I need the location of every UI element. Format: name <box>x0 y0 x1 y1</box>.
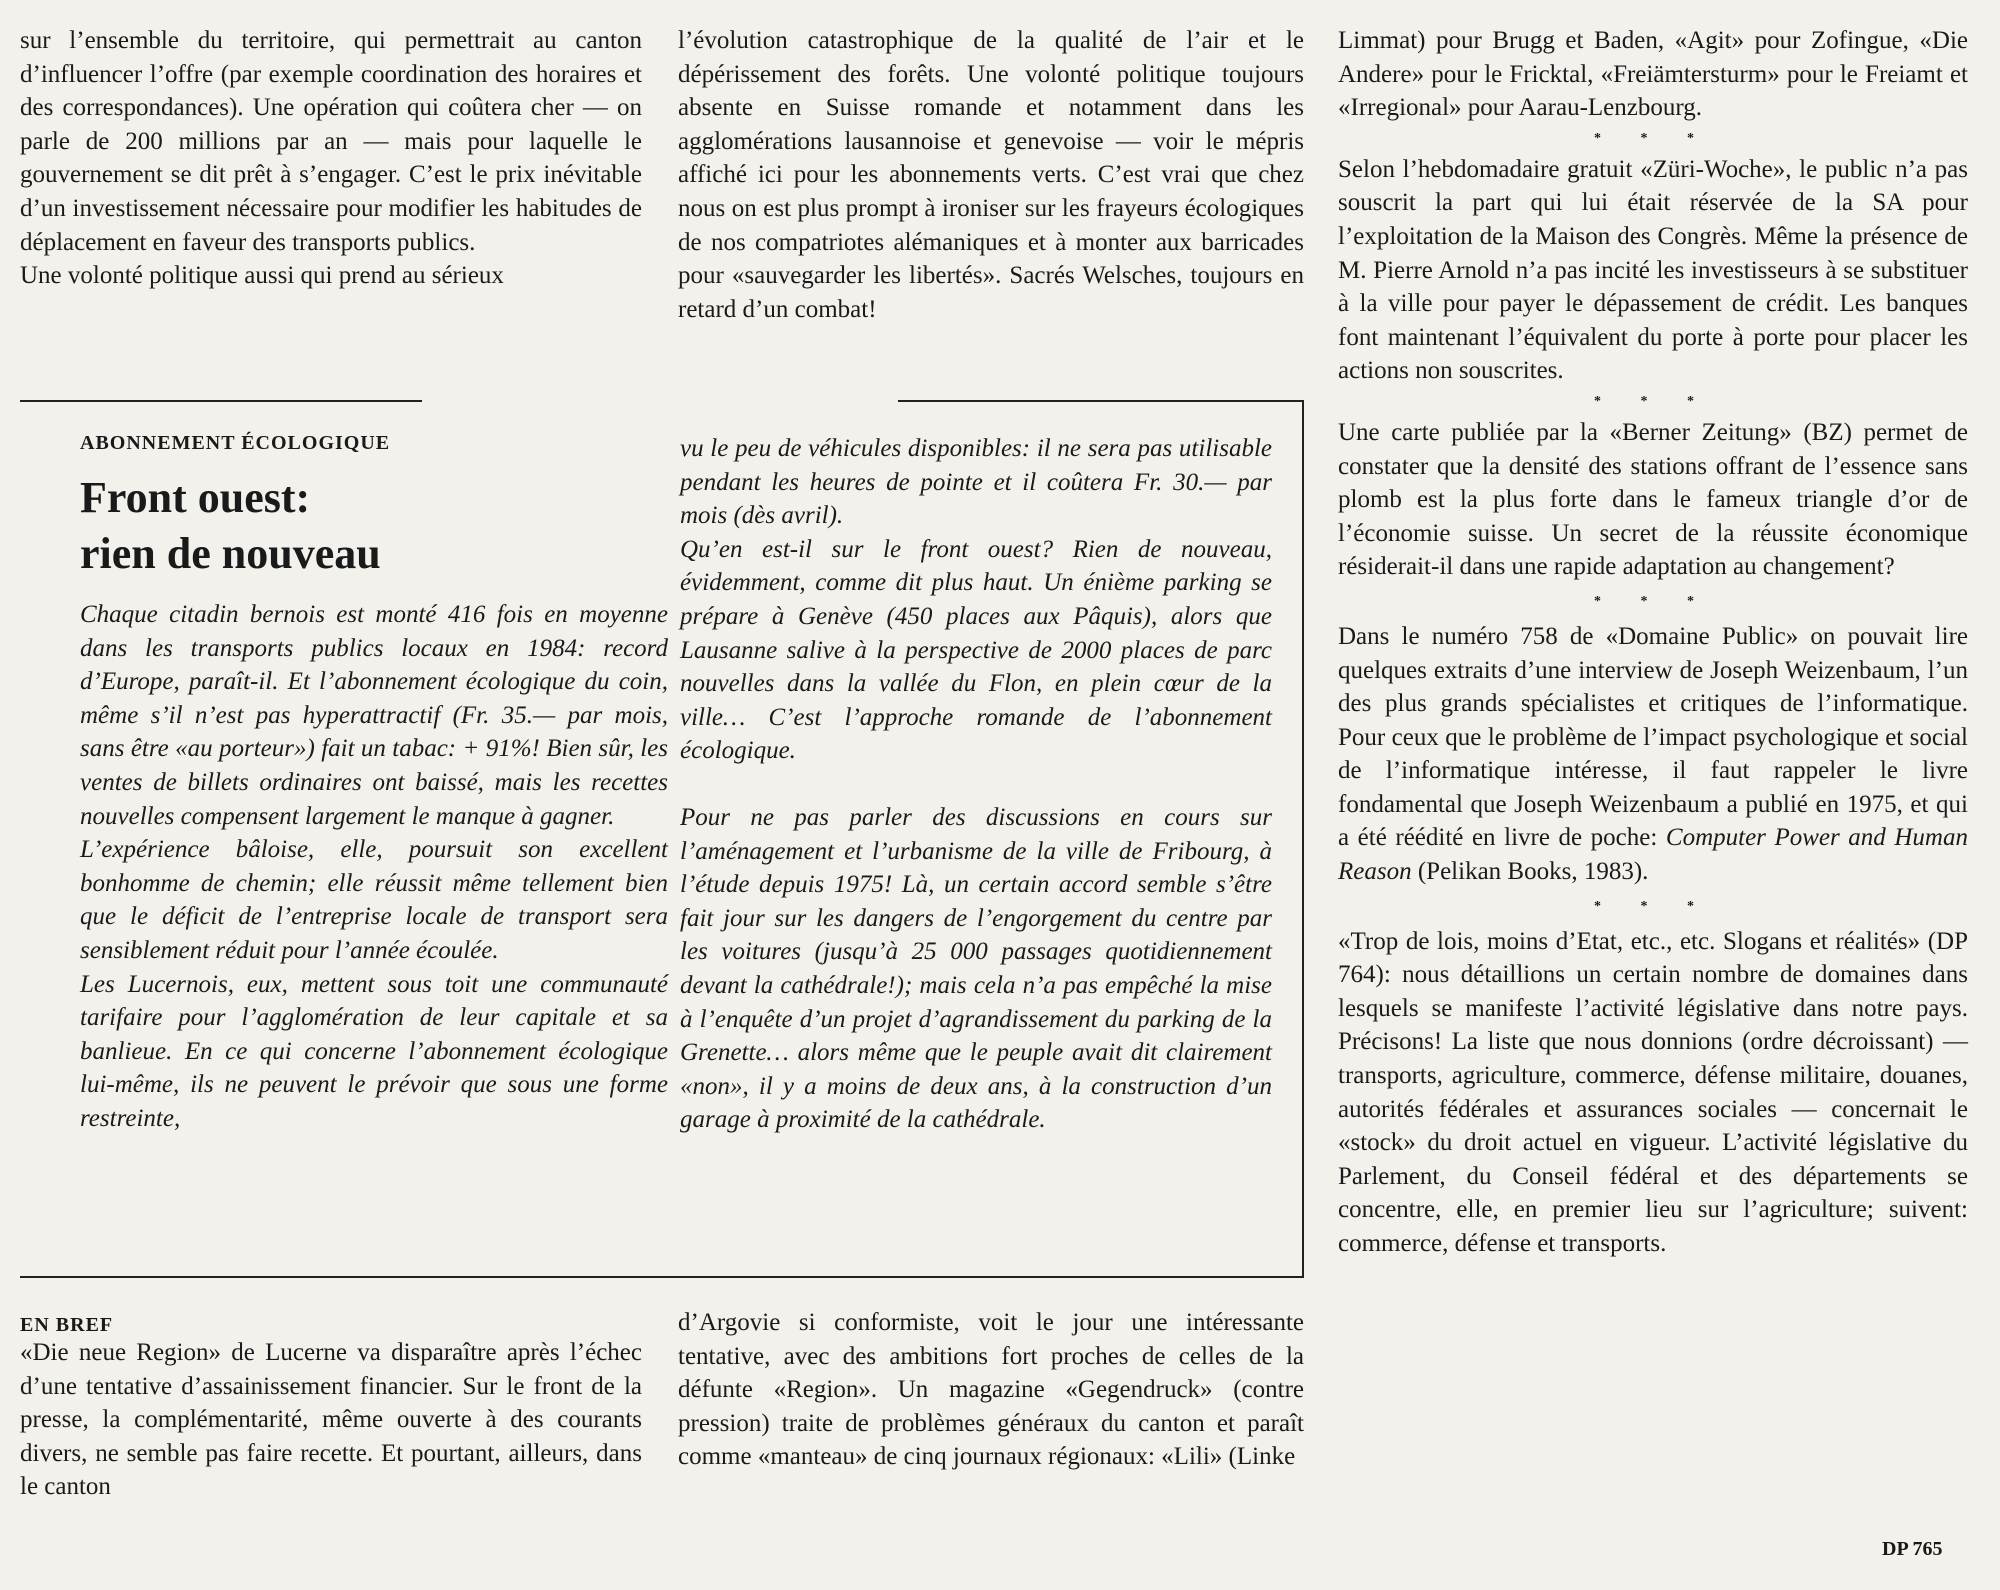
bottom-column-1 <box>20 1336 642 1504</box>
separator-stars: * * * <box>1594 393 1712 409</box>
paragraph: d’Argovie si conformiste, voit le jour une intéressante tentative, avec des ambitions fort proches de celles de la défunte «Region». Un magazine «Gegendruck» (contre pression) traite de problèmes généraux du canton et paraît comme «manteau» de cinq journaux régionaux: «Lili» (Linke <box>678 1309 1304 1471</box>
paragraph: Limmat) pour Brugg et Baden, «Agit» pour Zofingue, «Die Andere» pour le Fricktal, «Freiämtersturm» pour le Freiamt et «Irregional» pour Aarau-Lenzbourg. <box>1338 27 1968 122</box>
boxed-article <box>20 400 1304 1278</box>
separator-stars: * * * <box>1594 130 1712 146</box>
separator-stars: * * * <box>1594 593 1712 609</box>
paragraph: L’expérience bâloise, elle, poursuit son excellent bonhomme de chemin; elle réussit même tellement bien que le déficit de l’entreprise locale de transport sera sensiblement réduit pour l’année écoulée. <box>80 836 668 964</box>
paragraph: Qu’en est-il sur le front ouest? Rien de nouveau, évidemment, comme dit plus haut. Un énième parking se prépare à Genève (450 places aux Pâquis), alors que Lausanne salive à la perspective de 2000 places de parc nouvelles dans la vallée du Flon, en plein cœur de la ville… C’est l’approche romande de l’abonnement écologique. <box>680 535 1272 765</box>
bottom-column-2 <box>678 1306 1304 1474</box>
paragraph: sur l’ensemble du territoire, qui permettrait au canton d’influencer l’offre (par exemple coordination des horaires et des correspondances). Une opération qui coûtera cher — on parle de 200 millions par an — mais pour laquelle le gouvernement se dit prêt à s’engager. C’est le prix inévitable d’un investissement nécessaire pour modifier les habitudes de déplacement en faveur des transports publics. <box>20 27 642 256</box>
frame-line <box>20 400 422 402</box>
page-footer: DP 765 <box>1882 1538 1943 1560</box>
column-1 <box>20 24 642 293</box>
paragraph: Selon l’hebdomadaire gratuit «Züri-Woche», le public n’a pas souscrit la part qui lui était réservée de la SA pour l’exploitation de la Maison des Congrès. Même la présence de M. Pierre Arnold n’a pas incité les investisseurs à se substituer à la ville pour payer le dépassement de crédit. Les banques font maintenant l’équivalent du porte à porte pour placer les actions non souscrites. <box>1338 155 1968 385</box>
paragraph: Une volonté politique aussi qui prend au sérieux <box>20 262 504 290</box>
paragraph: Chaque citadin bernois est monté 416 fois en moyenne dans les transports publics locaux en 1984: record d’Europe, paraît-il. Et l’abonnement écologique du coin, même s’il n’est pas hyperattractif (Fr. 35.— par mois, sans être «au porteur») fait un tabac: + 91%! Bien sûr, les ventes de billets ordinaires ont baissé, mais les recettes nouvelles compensent largement le manque à gagner. <box>80 601 668 830</box>
column-3 <box>1338 24 1968 1261</box>
paragraph: «Die neue Region» de Lucerne va disparaître après l’échec d’une tentative d’assainissement financier. Sur le front de la presse, la complémentarité, même ouverte à des courants divers, ne semble pas faire recette. Et pourtant, ailleurs, dans le canton <box>20 1339 642 1501</box>
headline-line: Front ouest: <box>80 473 311 522</box>
column-2 <box>678 24 1304 326</box>
section-title: EN BREF <box>20 1314 114 1336</box>
separator-stars: * * * <box>1594 898 1712 914</box>
book-title: Computer Power and Human Reason <box>1338 824 1968 886</box>
paragraph-text: (Pelikan Books, 1983). <box>1411 858 1649 886</box>
paragraph: «Trop de lois, moins d’Etat, etc., etc. Slogans et réalités» (DP 764): nous détaillions un certain nombre de domaines dans lesquels se manifeste l’activité législative dans notre pays. Précisons! La liste que nous donnions (ordre décroissant) — transports, agriculture, commerce, défense militaire, douanes, autorités fédérales et assurances sociales — concernait le «stock» du droit actuel en vigueur. L’activité législative du Parlement, du Conseil fédéral et des départements se concentre, elle, en premier lieu sur l’agriculture; suivent: commerce, défense et transports. <box>1338 927 1968 1257</box>
paragraph: Pour ne pas parler des discussions en cours sur l’aménagement et l’urbanisme de la ville de Fribourg, à l’étude depuis 1975! Là, un certain accord semble s’être fait jour sur les dangers de l’engorgement du centre par les voitures (jusqu’à 25 000 passages quotidiennement devant la cathédrale!); mais cela n’a pas empêché la mise à l’enquête d’un projet d’agrandissement du parking de la Grenette… alors même que le peuple avait dit clairement «non», il y a moins de deux ans, à la construction d’un garage à proximité de la cathédrale. <box>680 803 1272 1134</box>
article-headline <box>80 470 640 582</box>
paragraph <box>1338 620 1968 889</box>
article-column-1 <box>80 598 668 1136</box>
frame-line <box>898 400 1304 402</box>
paragraph: Les Lucernois, eux, mettent sous toit une communauté tarifaire pour l’agglomération de leur capitale et sa banlieue. En ce qui concerne l’abonnement écologique lui-même, ils ne peuvent le prévoir que sous une forme restreinte, <box>80 970 668 1132</box>
paragraph: Une carte publiée par la «Berner Zeitung» (BZ) permet de constater que la densité des stations offrant de l’essence sans plomb est la plus forte dans le fameux triangle d’or de l’économie suisse. Un secret de la réussite économique résiderait-il dans une rapide adaptation au changement? <box>1338 418 1968 581</box>
frame-line <box>20 1276 1304 1278</box>
paragraph-text: Dans le numéro 758 de «Domaine Public» on pouvait lire quelques extraits d’une interview de Joseph Weizenbaum, l’un des plus grands spécialistes et critiques de l’informatique. Pour ceux que le problème de l’impact psychologique et social de l’informatique intéresse, il faut rappeler le livre fondamental que Joseph Weizenbaum a publié en 1975, et qui a été réédité en livre de poche: <box>1338 622 1968 852</box>
headline-line: rien de nouveau <box>80 529 381 578</box>
article-kicker: ABONNEMENT ÉCOLOGIQUE <box>80 432 391 454</box>
frame-line <box>1302 400 1304 1276</box>
article-column-2 <box>680 432 1272 1137</box>
paragraph: vu le peu de véhicules disponibles: il ne sera pas utilisable pendant les heures de pointe et il coûtera Fr. 30.— par mois (dès avril). <box>680 435 1272 530</box>
paragraph: l’évolution catastrophique de la qualité de l’air et le dépérissement des forêts. Une volonté politique toujours absente en Suisse romande et notamment dans les agglomérations lausannoise et genevoise — voir le mépris affiché ici pour les abonnements verts. C’est vrai que chez nous on est plus prompt à ironiser sur les frayeurs écologiques de nos compatriotes alémaniques et à monter aux barricades pour «sauvegarder les libertés». Sacrés Welsches, toujours en retard d’un combat! <box>678 27 1304 323</box>
